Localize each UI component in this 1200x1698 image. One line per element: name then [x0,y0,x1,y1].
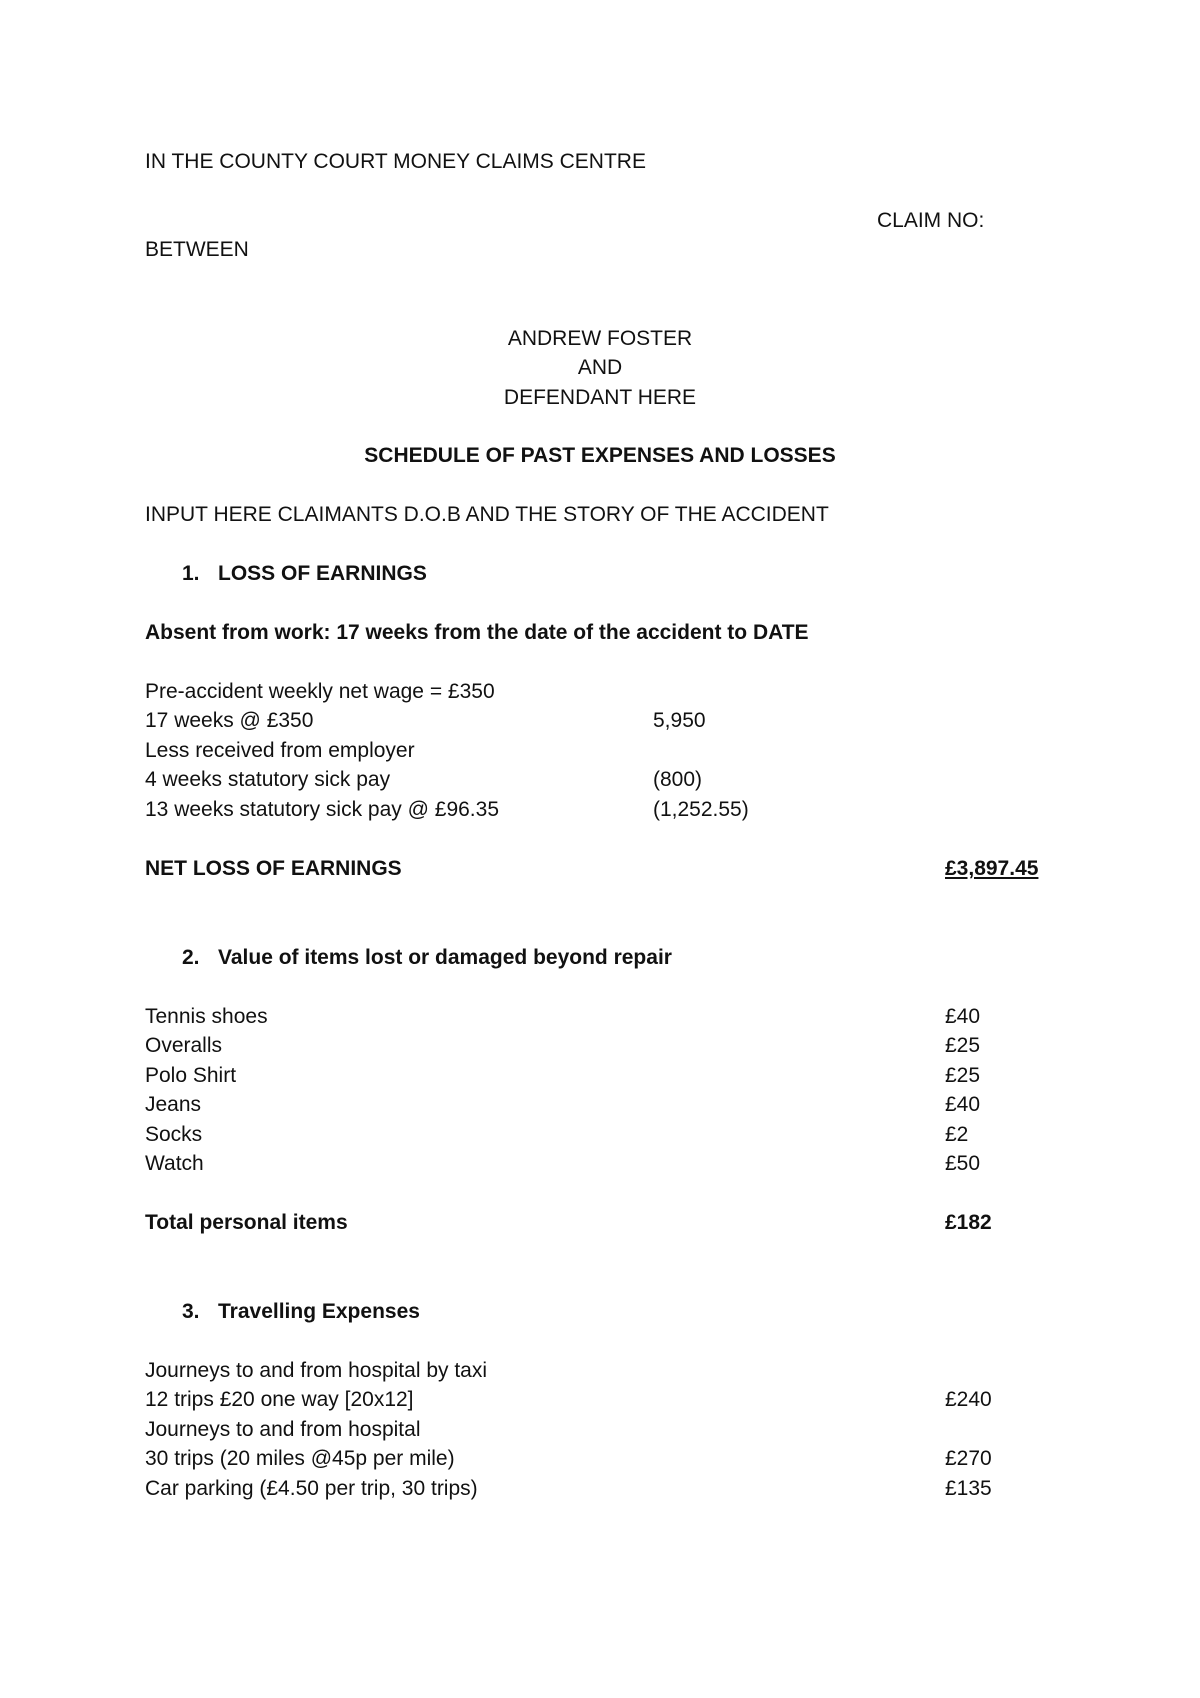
travel-row: Journeys to and from hospital by taxi [145,1359,488,1382]
earnings-row: Pre-accident weekly net wage = £350 [145,680,495,703]
personal-items-total-row: Total personal items £182 [0,1208,1200,1238]
section-1-number: 1. [182,562,200,585]
travel-row: 30 trips (20 miles @45p per mile) £270 [145,1447,992,1470]
travel-row: Journeys to and from hospital [145,1418,421,1441]
section-3-number: 3. [182,1300,200,1323]
earnings-row: Less received from employer [145,739,415,762]
between-label: BETWEEN [145,238,249,261]
earnings-row: 17 weeks @ £350 5,950 [145,709,706,732]
item-row: Overalls £25 [145,1034,981,1057]
section-1-title: LOSS OF EARNINGS [218,562,427,585]
earnings-row: 13 weeks statutory sick pay @ £96.35 (1,252.55) [145,798,749,821]
item-row: Tennis shoes £40 [145,1005,981,1028]
defendant-name: DEFENDANT HERE [503,386,697,409]
item-row: Socks £2 [145,1123,969,1146]
section-2-title: Value of items lost or damaged beyond repair [218,946,672,969]
claimant-name: ANDREW FOSTER [507,327,693,350]
earnings-row: 4 weeks statutory sick pay (800) [145,768,703,791]
schedule-title: SCHEDULE OF PAST EXPENSES AND LOSSES [364,444,836,467]
absence-statement: Absent from work: 17 weeks from the date of the accident to DATE [145,621,809,644]
personal-items-total-value: £182 [945,1211,992,1234]
travel-row: 12 trips £20 one way [20x12] £240 [145,1388,992,1411]
court-heading: IN THE COUNTY COURT MONEY CLAIMS CENTRE [145,150,646,173]
instruction-text: INPUT HERE CLAIMANTS D.O.B AND THE STORY OF THE ACCIDENT [145,503,829,526]
section-3-title: Travelling Expenses [218,1300,420,1323]
item-row: Jeans £40 [145,1093,981,1116]
item-row: Polo Shirt £25 [145,1064,981,1087]
net-loss-total-value: £3,897.45 [945,857,1039,880]
section-2-number: 2. [182,946,200,969]
travel-row: Car parking (£4.50 per trip, 30 trips) £135 [145,1477,992,1500]
claim-number-label: CLAIM NO: [877,209,985,232]
and-label: AND [577,356,623,379]
item-row: Watch £50 [145,1152,981,1175]
net-loss-total-row: NET LOSS OF EARNINGS £3,897.45 [0,854,1200,884]
